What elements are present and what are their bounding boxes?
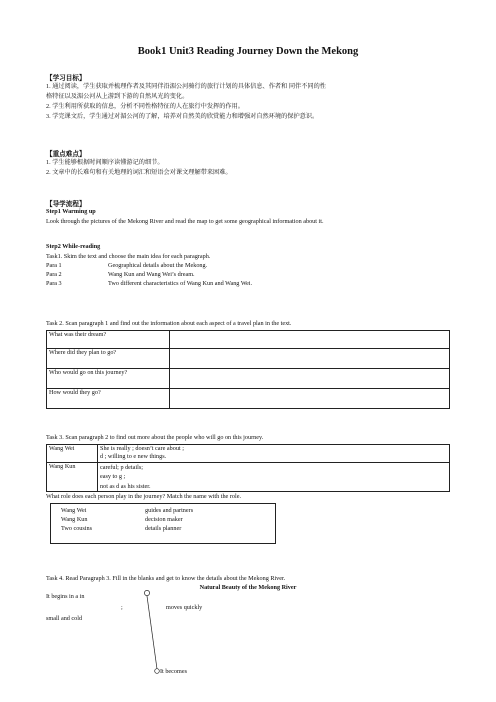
- task3-fill-line[interactable]: easy to g ;: [100, 473, 126, 481]
- task1-idea: Geographical details about the Mekong.: [108, 262, 208, 269]
- task4-line[interactable]: small and cold: [46, 615, 83, 622]
- objective-line: 2. 学生利用所获取的信息，分析不同性格特征的人在旅行中发挥的作用。: [46, 103, 244, 110]
- objective-line: 3. 学完课文后，学生通过对湄公河的了解，培养对自然美的欣赏能力和增强对自然环境的保护意识。: [46, 113, 319, 120]
- key-point-line: 1. 学生能够根据时间顺序读懂游记的细节。: [46, 159, 164, 166]
- task3-person-name: Wang Wei: [47, 445, 98, 463]
- match-box: [50, 503, 276, 544]
- step1-label: Step1 Warming up: [46, 208, 96, 215]
- procedure-heading: 【导学流程】: [46, 201, 86, 208]
- task4-line[interactable]: It begins in a in: [46, 593, 85, 600]
- task4-text: Task 4. Read Paragraph 3. Fill in the blanks and get to know the details about the Mekong River.: [46, 575, 286, 582]
- key-points-heading: 【重点难点】: [46, 151, 86, 158]
- page-title: Book1 Unit3 Reading Journey Down the Mekong: [137, 46, 359, 57]
- step2-label: Step2 While-reading: [46, 243, 101, 250]
- match-role[interactable]: guides and partners: [145, 507, 194, 514]
- task1-text: Task1. Skim the text and choose the main idea for each paragraph.: [46, 253, 211, 260]
- task3-fill-line[interactable]: not as d as his sister.: [100, 482, 151, 490]
- task2-answer-cell[interactable]: [170, 349, 450, 369]
- river-connector-line: [147, 596, 157, 669]
- task2-question: Who would go on this journey?: [47, 369, 170, 389]
- task2-table: [46, 330, 450, 409]
- match-role[interactable]: details planner: [145, 525, 182, 532]
- objective-line: 格特征以及湄公河从上游到下游的自然风光的变化。: [46, 93, 189, 100]
- task2-question: How would they go?: [47, 389, 170, 409]
- task2-answer-cell[interactable]: [170, 331, 450, 349]
- task4-line[interactable]: moves quickly: [166, 604, 203, 611]
- river-node-start: [144, 590, 149, 595]
- task2-question: What was their dream?: [47, 331, 170, 349]
- key-point-line: 2. 文章中的长难句和有关地理的词汇和短语会对课文理解带来困难。: [46, 169, 232, 176]
- task2-text: Task 2. Scan paragraph 1 and find out the information about each aspect of a travel plan in the text.: [46, 320, 292, 327]
- match-name[interactable]: Wang Wei: [61, 507, 87, 514]
- task1-para: Para 1: [46, 262, 62, 269]
- match-name[interactable]: Two cousins: [61, 525, 93, 532]
- task3-table: [46, 444, 450, 492]
- task1-idea: Two different characteristics of Wang Kun and Wang Wei.: [108, 280, 253, 287]
- task3-text: Task 3. Scan paragraph 2 to find out more about the people who will go on this journey.: [46, 434, 264, 441]
- task4-heading: Natural Beauty of the Mekong River: [199, 584, 297, 591]
- task3-fill-line[interactable]: She is really ; doesn’t care about ;: [100, 445, 184, 452]
- task1-idea: Wang Kun and Wang Wei’s dream.: [108, 271, 195, 278]
- river-flow-diagram: [140, 588, 170, 674]
- objective-line: 1. 通过阅读，学生获取并梳理作者及其同伴沿湄公河骑行的旅行计划的具体信息、作者和 同伴不同的性: [46, 83, 326, 90]
- match-role[interactable]: decision maker: [145, 516, 183, 523]
- objectives-heading: 【学习目标】: [46, 75, 86, 82]
- match-instruction: What role does each person play in the journey? Match the name with the role.: [46, 493, 242, 500]
- task1-para: Para 3: [46, 280, 62, 287]
- task4-line[interactable]: ;: [121, 604, 123, 611]
- task2-answer-cell[interactable]: [170, 389, 450, 409]
- task1-para: Para 2: [46, 271, 62, 278]
- task3-fill-line[interactable]: careful; p details;: [100, 463, 143, 471]
- task2-question: Where did they plan to go?: [47, 349, 170, 369]
- task3-fill-line[interactable]: d ; willing to e new things.: [100, 453, 167, 461]
- river-node-end: [155, 669, 160, 674]
- match-name[interactable]: Wang Kun: [61, 516, 88, 523]
- task4-line[interactable]: It becomes: [160, 668, 187, 675]
- task2-answer-cell[interactable]: [170, 369, 450, 389]
- task3-person-name: Wang Kun: [47, 462, 98, 492]
- step1-text: Look through the pictures of the Mekong River and read the map to get some geographical information about it.: [46, 218, 324, 225]
